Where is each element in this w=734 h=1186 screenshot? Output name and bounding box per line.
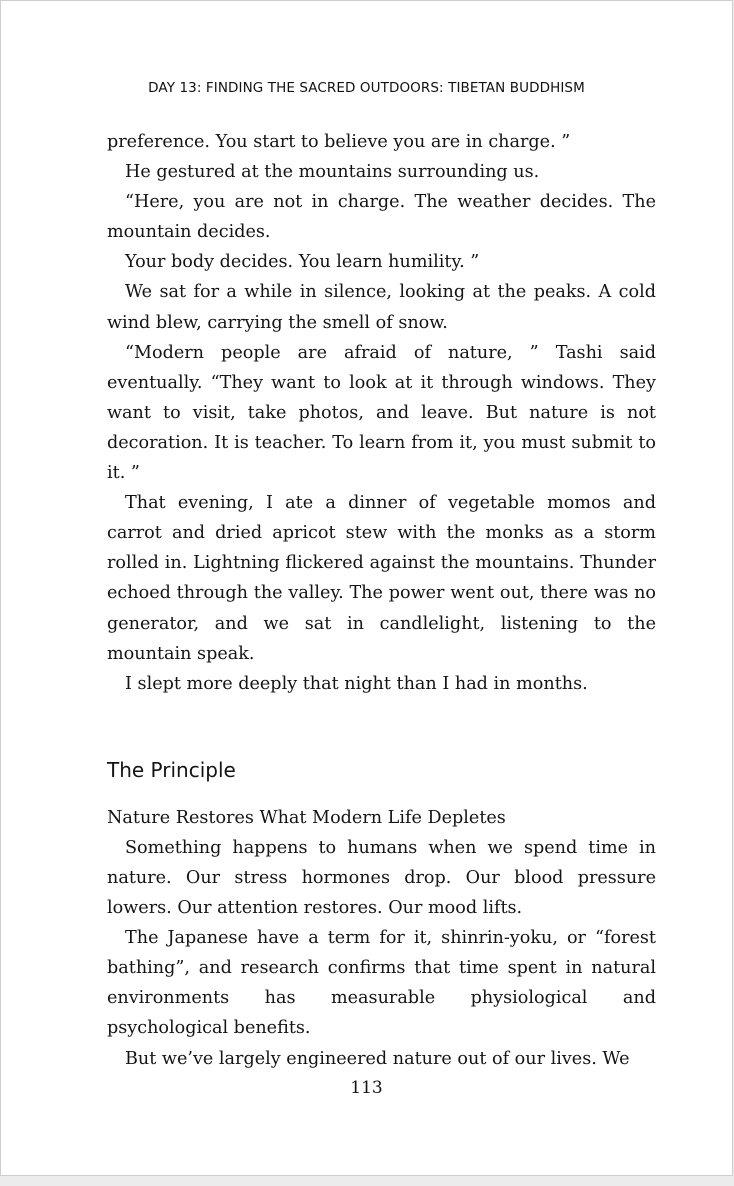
paragraph: Something happens to humans when we spend time in nature. Our stress hormones drop. Our blood pressure lowers. Our attention restores. Our mood lifts. [107,837,656,919]
paragraph: “Here, you are not in charge. The weather decides. The mountain decides. [107,192,656,243]
paragraph: preference. You start to believe you are in charge. ” [107,132,571,152]
paragraph: But we’ve largely engineered nature out of our lives. We [125,1048,630,1069]
section-heading: The Principle [107,757,236,782]
paragraph: He gestured at the mountains surrounding us. [125,162,540,183]
paragraph: I slept more deeply that night than I had in months. [125,673,588,694]
paragraph: “Modern people are afraid of nature, ” Tashi said eventually. “They want to look at it through windows. They want to visit, take photos, and leave. But nature is not decoration. It is teacher. To learn from it, you must submit to it. ” [107,342,656,484]
page-number: 113 [350,1078,383,1098]
running-header: DAY 13: FINDING THE SACRED OUTDOORS: TIBETAN BUDDHISM [148,80,585,96]
section-subheading: Nature Restores What Modern Life Depletes [107,807,506,828]
paragraph: That evening, I ate a dinner of vegetable momos and carrot and dried apricot stew with the monks as a storm rolled in. Lightning flickered against the mountains. Thunder echoed through the valley. The power went out, there was no generator, and we sat in candlelight, listening to the mountain speak. [107,493,656,664]
paragraph: Your body decides. You learn humility. ” [125,252,480,273]
paragraph: The Japanese have a term for it, shinrin-yoku, or “forest bathing”, and research confirms that time spent in natural environments has measurable physiological and psychological benefits. [107,928,656,1039]
body-text [107,127,656,1074]
paragraph: We sat for a while in silence, looking at the peaks. A cold wind blew, carrying the smell of snow. [107,282,656,333]
